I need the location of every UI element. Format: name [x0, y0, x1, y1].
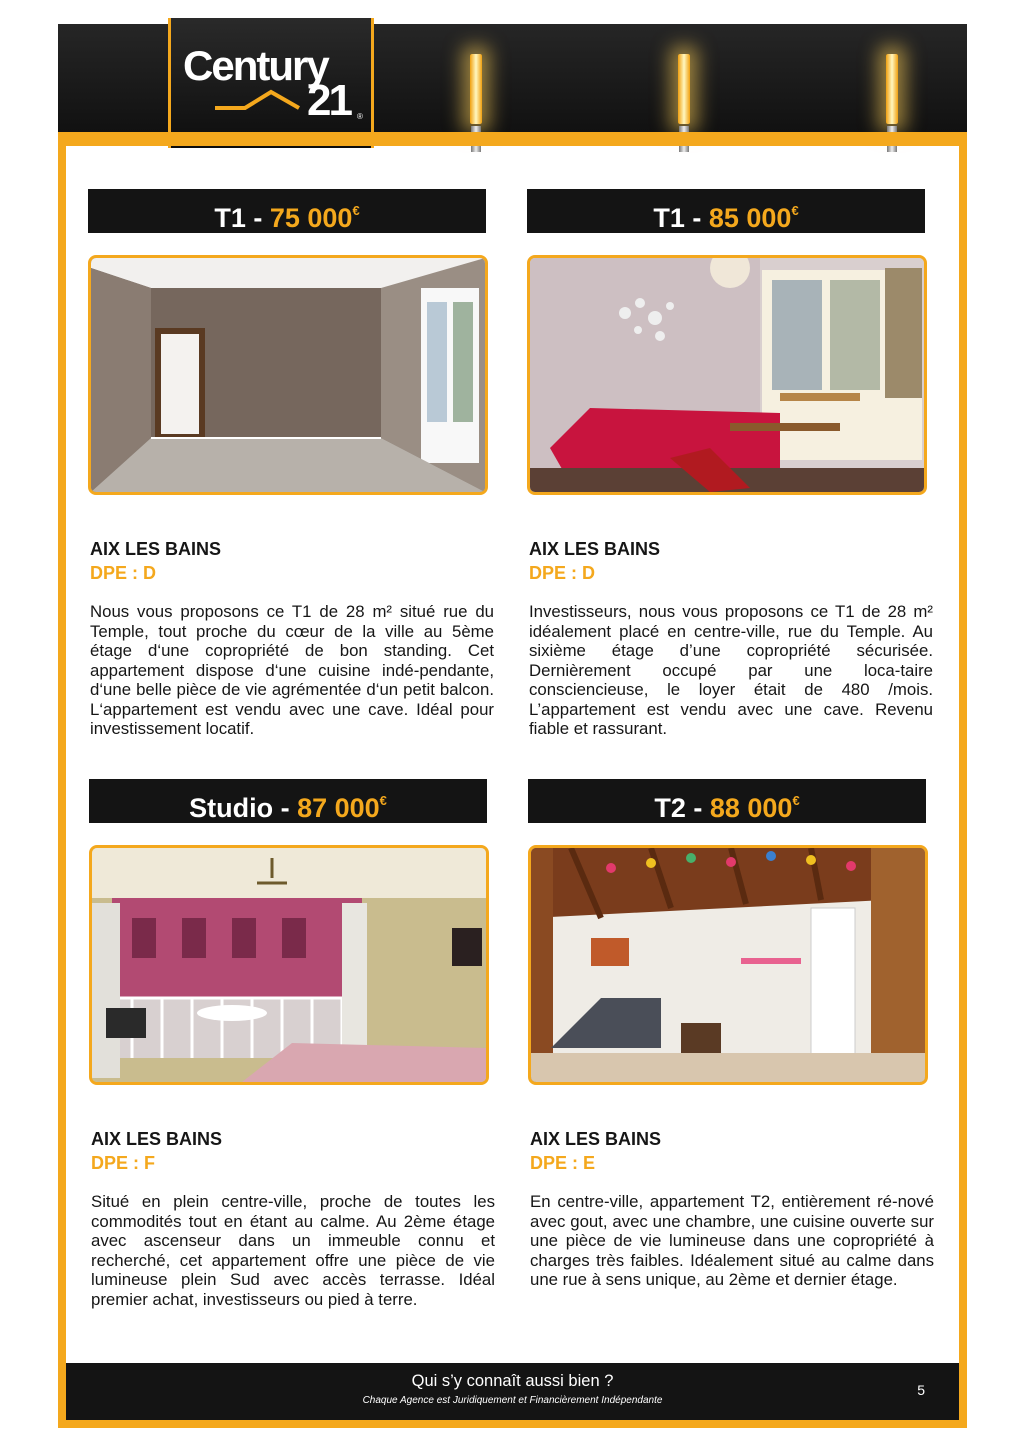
price-separator: -	[245, 203, 270, 233]
footer-bar	[66, 1363, 959, 1420]
price-bar	[88, 189, 486, 233]
listing-description: Investisseurs, nous vous proposons ce T1 de 28 m² idéalement placé en centre-ville, rue du Temple. Au sixième étage d’une copropriété sécurisée. Dernièrement occupé par une loca-taire consciencieuse, le loyer était de 480 /mois. L’appartement est vendu avec une cave. Revenu fiable et rassurant.	[529, 602, 933, 738]
price-bar	[527, 189, 925, 233]
listing-photo[interactable]	[528, 845, 928, 1085]
registered-mark: ®	[357, 112, 363, 121]
price-bar	[528, 779, 926, 823]
currency-symbol: €	[792, 793, 800, 808]
listing-city: AIX LES BAINS	[530, 1129, 662, 1149]
price-separator: -	[685, 793, 710, 823]
listing-price: 87 000	[297, 793, 380, 823]
listing-photo[interactable]	[89, 845, 489, 1085]
listing-photo[interactable]	[527, 255, 927, 495]
listing-dpe: DPE : D	[529, 563, 596, 583]
listing-city: AIX LES BAINS	[529, 539, 661, 559]
page-number: 5	[917, 1382, 925, 1398]
listing-type: Studio	[189, 793, 274, 823]
footer-disclaimer: Chaque Agence est Juridiquement et Financièrement Indépendante	[362, 1395, 663, 1406]
listing-type: T1	[653, 203, 685, 233]
listing-type: T1	[214, 203, 246, 233]
footer-slogan: Qui s’y connaît aussi bien ?	[411, 1372, 614, 1390]
listing-dpe: DPE : F	[91, 1153, 156, 1173]
logo-wordmark: Century	[183, 42, 328, 89]
logo-number: 21	[307, 76, 350, 125]
house-roof-icon	[215, 88, 301, 112]
listing-description: Nous vous proposons ce T1 de 28 m² situé rue du Temple, tout proche du cœur de la ville au 5ème étage d‘une copropriété de bon standing. Cet appartement dispose d‘une cuisine indé-pendante, d‘une belle pièce de vie agrémentée d‘un petit balcon. L‘appartement est vendu avec une cave. Idéal pour investissement locatif.	[90, 602, 494, 738]
listing-dpe: DPE : E	[530, 1153, 596, 1173]
listing-description: En centre-ville, appartement T2, entièrement ré-nové avec gout, avec une chambre, une cuisine ouverte sur une pièce de vie lumineuse dans une copropriété à charges très faibles. Idéalement situé au calme dans une rue à sens unique, au 2ème et dernier étage.	[530, 1192, 934, 1289]
listing-price: 75 000	[269, 203, 353, 233]
price-bar	[89, 779, 487, 823]
studio-image	[92, 848, 486, 1082]
price-separator: -	[684, 203, 709, 233]
empty-room-image	[91, 258, 485, 492]
listing-dpe: DPE : D	[90, 563, 157, 583]
bedroom-image	[530, 258, 924, 492]
currency-symbol: €	[791, 203, 799, 218]
listing-price: 85 000	[708, 203, 792, 233]
listing-price: 88 000	[709, 793, 793, 823]
currency-symbol: €	[352, 203, 360, 218]
loft-living-room-image	[531, 848, 925, 1082]
listing-city: AIX LES BAINS	[90, 539, 222, 559]
listing-type: T2	[654, 793, 686, 823]
listing-description: Situé en plein centre-ville, proche de toutes les commodités tout en étant au calme. Au 2ème étage avec ascenseur dans un immeuble connu et recherché, cet appartement offre une pièce de vie lumineuse plein Sud avec accès terrasse. Idéal premier achat, investisseurs ou pied à terre.	[91, 1192, 495, 1309]
currency-symbol: €	[379, 793, 387, 808]
price-separator: -	[273, 793, 298, 823]
listing-photo[interactable]	[88, 255, 488, 495]
listing-city: AIX LES BAINS	[91, 1129, 223, 1149]
header-bar	[58, 24, 967, 132]
century21-logo[interactable]	[168, 18, 374, 148]
